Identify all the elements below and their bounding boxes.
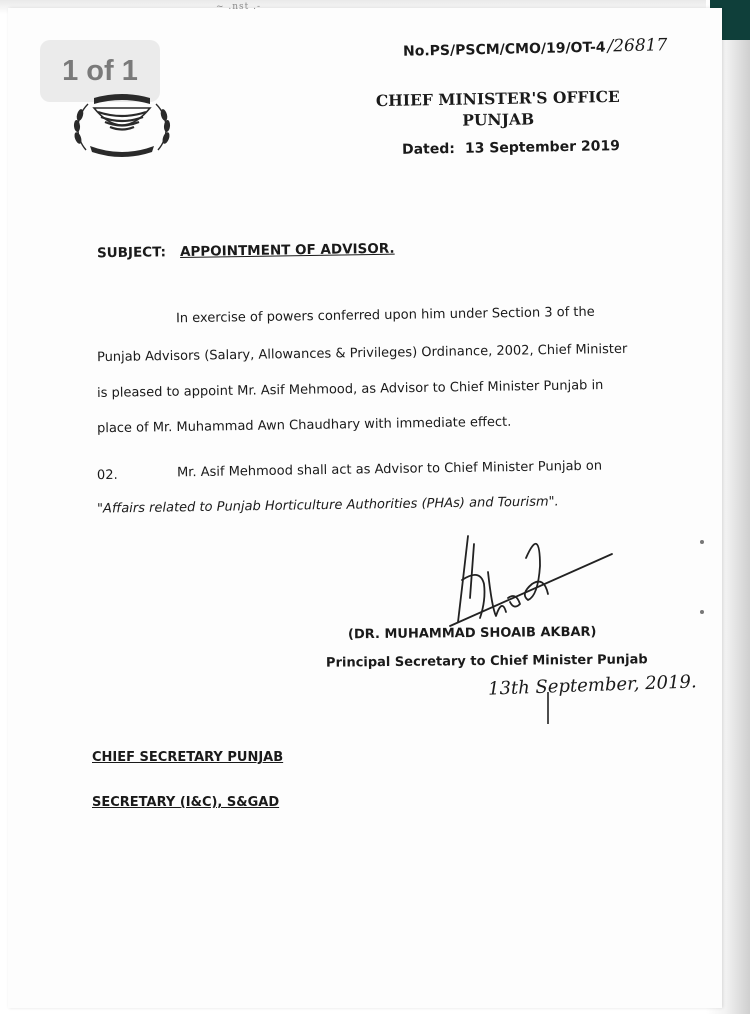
subject-title: APPOINTMENT OF ADVISOR. [179,240,395,261]
dated-label: Dated: [401,140,456,158]
signature-icon [440,518,640,638]
para1-line-3: is pleased to appoint Mr. Asif Mehmood, as Advisor to Chief Minister Punjab in [96,378,604,401]
punjab-emblem-icon [64,92,180,162]
page-indicator-badge: 1 of 1 [40,40,160,102]
para2-line-1: Mr. Asif Mehmood shall act as Advisor to Chief Minister Punjab on [176,458,603,481]
para2-number: 02. [96,467,118,484]
para1-line-2: Punjab Advisors (Salary, Allowances & Privileges) Ordinance, 2002, Chief Minister [96,341,628,366]
reference-printed: No.PS/PSCM/CMO/19/OT-4 [402,39,606,60]
para1-line-1: In exercise of powers conferred upon him under Section 3 of the [175,304,595,327]
date-stroke [546,692,550,724]
para1-line-4: place of Mr. Muhammad Awn Chaudhary with immediate effect. [96,414,512,437]
office-province: PUNJAB [462,109,535,130]
reference-handwritten: /26817 [607,35,668,57]
office-heading [350,85,647,132]
top-scrap-text: ~ .nst .- [216,2,262,12]
signatory-designation: Principal Secretary to Chief Minister Punjab [325,652,648,671]
paper-speck [700,610,704,614]
handwritten-date: 13th September, 2019. [487,671,697,700]
recipient-chief-secretary: CHIEF SECRETARY PUNJAB [92,750,284,765]
office-title: CHIEF MINISTER'S OFFICE [375,86,620,111]
recipient-secretary-ic: SECRETARY (I&C), S&GAD [92,795,280,810]
subject-label: SUBJECT: [96,244,167,262]
paper-speck [700,540,704,544]
signatory-name: (DR. MUHAMMAD SHOAIB AKBAR) [347,624,597,643]
dated-value: 13 September 2019 [464,138,621,157]
para2-line-2: "Affairs related to Punjab Horticulture Authorities (PHAs) and Tourism". [96,494,559,517]
